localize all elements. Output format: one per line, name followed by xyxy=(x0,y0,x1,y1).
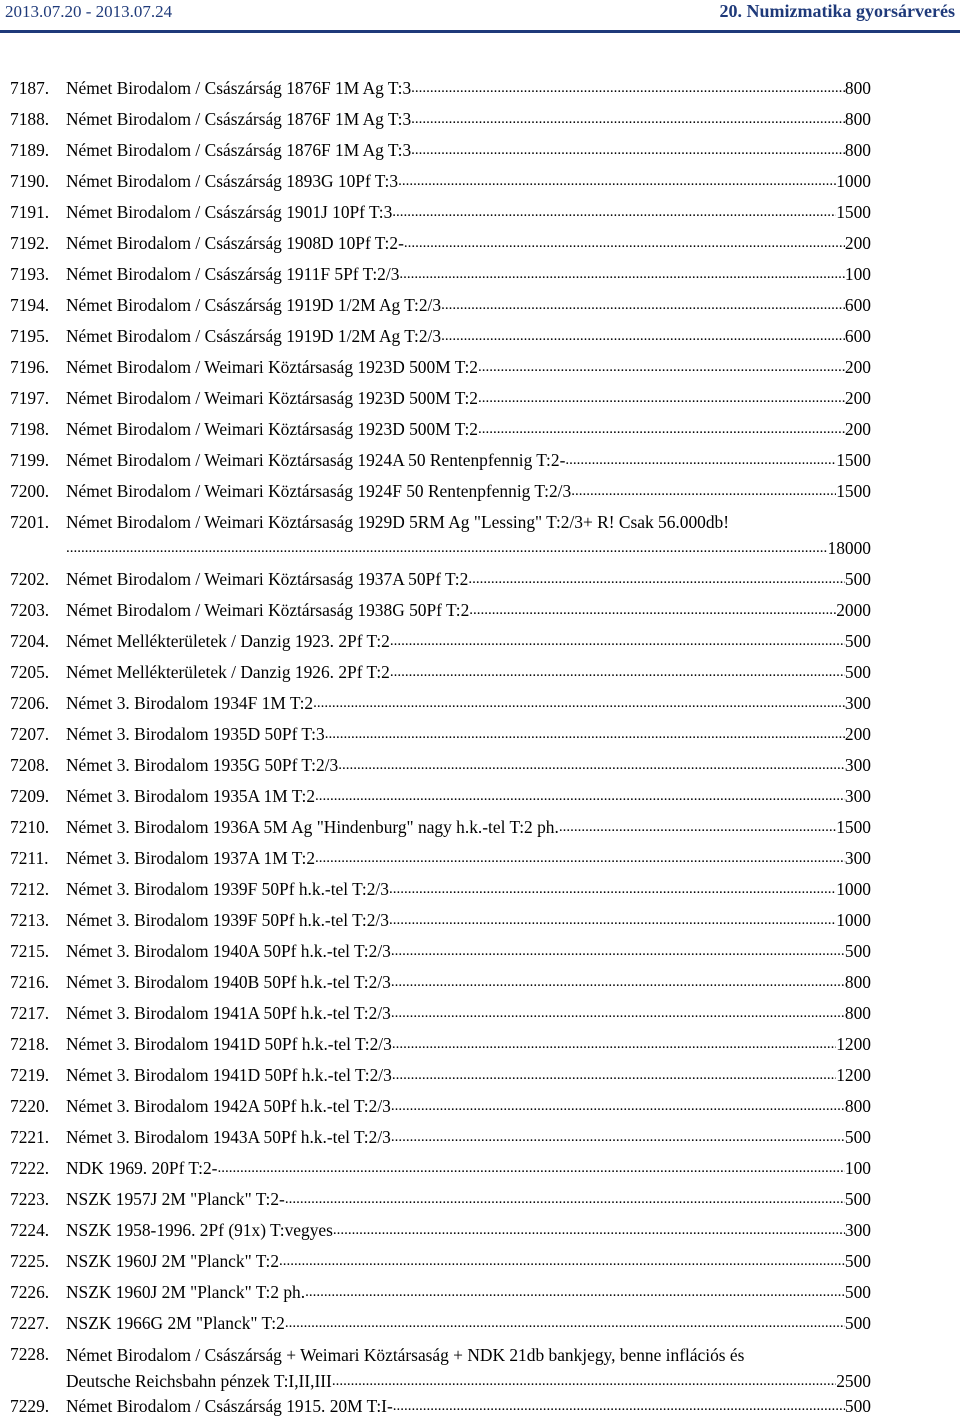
lot-price: 200 xyxy=(844,233,871,253)
lot-price: 500 xyxy=(844,662,871,682)
lot-row xyxy=(0,507,960,564)
lot-row xyxy=(0,688,960,719)
dot-leader xyxy=(478,352,845,383)
lot-row xyxy=(0,750,960,781)
lot-price: 800 xyxy=(844,140,871,160)
lot-description: Német 3. Birodalom 1934F 1M T:2 xyxy=(66,693,314,713)
lot-number: 7220. xyxy=(10,1096,50,1116)
lot-description: NSZK 1960J 2M "Planck" T:2 xyxy=(66,1251,280,1271)
lot-number: 7193. xyxy=(10,264,50,284)
lot-price: 800 xyxy=(844,78,871,98)
lot-description: Német Birodalom / Weimari Köztársaság 1924A 50 Rentenpfennig T:2- xyxy=(66,450,566,470)
lot-number: 7208. xyxy=(10,755,50,775)
lot-number: 7219. xyxy=(10,1065,50,1085)
lot-description: NSZK 1957J 2M "Planck" T:2- xyxy=(66,1189,285,1209)
dot-leader xyxy=(478,414,845,445)
lot-number: 7225. xyxy=(10,1251,50,1271)
lot-description: Német Mellékterületek / Danzig 1926. 2Pf T:2 xyxy=(66,662,390,682)
dot-leader xyxy=(393,1391,845,1422)
lot-number: 7202. xyxy=(10,569,50,589)
lot-price: 800 xyxy=(844,109,871,129)
lot-number: 7224. xyxy=(10,1220,50,1240)
lot-row xyxy=(0,476,960,507)
lot-description: Deutsche Reichsbahn pénzek T:I,II,III xyxy=(66,1371,332,1391)
dot-leader xyxy=(399,259,845,290)
dot-leader xyxy=(389,874,836,905)
lot-price: 800 xyxy=(844,1096,871,1116)
lot-row xyxy=(0,135,960,166)
lot-number: 7195. xyxy=(10,326,50,346)
lot-description: Német 3. Birodalom 1941D 50Pf h.k.-tel T:2/3 xyxy=(66,1034,392,1054)
lot-description: Német Birodalom / Császárság 1901J 10Pf T:3 xyxy=(66,202,393,222)
lot-price: 500 xyxy=(844,569,871,589)
lot-row xyxy=(0,936,960,967)
lot-row xyxy=(0,1153,960,1184)
lot-number: 7210. xyxy=(10,817,50,837)
lot-description: Német 3. Birodalom 1935D 50Pf T:3 xyxy=(66,724,325,744)
lot-description: Német Birodalom / Császárság 1876F 1M Ag T:3 xyxy=(66,78,412,98)
lot-row xyxy=(0,564,960,595)
dot-leader xyxy=(325,719,845,750)
dot-leader xyxy=(66,533,828,564)
lot-number: 7194. xyxy=(10,295,50,315)
lot-list xyxy=(0,73,960,1422)
lot-description: NSZK 1958-1996. 2Pf (91x) T:vegyes xyxy=(66,1220,333,1240)
lot-row xyxy=(0,1122,960,1153)
lot-price: 500 xyxy=(844,1127,871,1147)
dot-leader xyxy=(469,595,836,626)
dot-leader xyxy=(392,1029,836,1060)
dot-leader xyxy=(391,998,845,1029)
dot-leader xyxy=(285,1184,845,1215)
lot-price: 300 xyxy=(844,693,871,713)
lot-row xyxy=(0,383,960,414)
dot-leader xyxy=(333,1215,845,1246)
lot-description: Német 3. Birodalom 1936A 5M Ag "Hindenburg" nagy h.k.-tel T:2 ph. xyxy=(66,817,559,837)
lot-description: Német 3. Birodalom 1940B 50Pf h.k.-tel T:2/3 xyxy=(66,972,391,992)
lot-price: 300 xyxy=(844,786,871,806)
lot-description: Német 3. Birodalom 1941A 50Pf h.k.-tel T:2/3 xyxy=(66,1003,391,1023)
dot-leader xyxy=(390,626,845,657)
lot-number: 7201. xyxy=(10,512,50,532)
lot-row xyxy=(0,1184,960,1215)
lot-description: Német Mellékterületek / Danzig 1923. 2Pf T:2 xyxy=(66,631,390,651)
lot-number: 7198. xyxy=(10,419,50,439)
lot-description: Német 3. Birodalom 1941D 50Pf h.k.-tel T:2/3 xyxy=(66,1065,392,1085)
lot-price: 300 xyxy=(844,755,871,775)
lot-description: Német 3. Birodalom 1935G 50Pf T:2/3 xyxy=(66,755,339,775)
lot-row xyxy=(0,781,960,812)
dot-leader xyxy=(305,1277,845,1308)
lot-number: 7191. xyxy=(10,202,50,222)
lot-description: Német Birodalom / Weimari Köztársaság 1923D 500M T:2 xyxy=(66,357,478,377)
lot-description: Német Birodalom / Császárság 1919D 1/2M Ag T:2/3 xyxy=(66,295,442,315)
lot-number: 7213. xyxy=(10,910,50,930)
lot-price: 18000 xyxy=(827,538,871,558)
lot-number: 7203. xyxy=(10,600,50,620)
lot-price: 1500 xyxy=(836,202,871,222)
lot-number: 7228. xyxy=(10,1344,50,1364)
lot-number: 7190. xyxy=(10,171,50,191)
lot-row xyxy=(0,874,960,905)
lot-number: 7199. xyxy=(10,450,50,470)
lot-row xyxy=(0,1029,960,1060)
lot-price: 500 xyxy=(844,941,871,961)
lot-row xyxy=(0,626,960,657)
dot-leader xyxy=(571,476,836,507)
lot-number: 7200. xyxy=(10,481,50,501)
auction-title: 20. Numizmatika gyorsárverés xyxy=(719,1,955,21)
dot-leader xyxy=(392,197,836,228)
lot-price: 500 xyxy=(844,1313,871,1333)
lot-price: 500 xyxy=(844,1251,871,1271)
dot-leader xyxy=(478,383,845,414)
lot-row xyxy=(0,812,960,843)
dot-leader xyxy=(392,1060,836,1091)
dot-leader xyxy=(338,750,845,781)
lot-description: Német Birodalom / Császárság 1876F 1M Ag T:3 xyxy=(66,109,412,129)
dot-leader xyxy=(404,228,845,259)
lot-number: 7226. xyxy=(10,1282,50,1302)
lot-description: Német Birodalom / Császárság 1919D 1/2M Ag T:2/3 xyxy=(66,326,442,346)
lot-number: 7192. xyxy=(10,233,50,253)
lot-description: Német Birodalom / Weimari Köztársaság 1937A 50Pf T:2 xyxy=(66,569,469,589)
lot-row xyxy=(0,967,960,998)
lot-row xyxy=(0,352,960,383)
lot-number: 7204. xyxy=(10,631,50,651)
lot-price: 1500 xyxy=(836,450,871,470)
lot-row xyxy=(0,843,960,874)
dot-leader xyxy=(391,1091,845,1122)
lot-price: 1200 xyxy=(836,1034,871,1054)
lot-number: 7206. xyxy=(10,693,50,713)
lot-price: 1000 xyxy=(836,879,871,899)
lot-price: 500 xyxy=(844,631,871,651)
lot-description: Német 3. Birodalom 1943A 50Pf h.k.-tel T:2/3 xyxy=(66,1127,391,1147)
lot-number: 7211. xyxy=(10,848,49,868)
dot-leader xyxy=(468,564,845,595)
lot-number: 7222. xyxy=(10,1158,50,1178)
dot-leader xyxy=(565,445,836,476)
lot-description: Német Birodalom / Weimari Köztársaság 1923D 500M T:2 xyxy=(66,419,478,439)
lot-description: Német 3. Birodalom 1937A 1M T:2 xyxy=(66,848,316,868)
lot-row xyxy=(0,166,960,197)
auction-dates: 2013.07.20 - 2013.07.24 xyxy=(5,2,173,21)
lot-price: 200 xyxy=(844,724,871,744)
lot-price: 200 xyxy=(844,419,871,439)
lot-description: Német Birodalom / Császárság 1911F 5Pf T:2/3 xyxy=(66,264,400,284)
lot-price: 300 xyxy=(844,1220,871,1240)
dot-leader xyxy=(411,73,845,104)
lot-price: 500 xyxy=(844,1189,871,1209)
lot-number: 7205. xyxy=(10,662,50,682)
lot-price: 500 xyxy=(844,1396,871,1416)
lot-number: 7187. xyxy=(10,78,50,98)
lot-price: 1500 xyxy=(836,817,871,837)
page-header xyxy=(0,0,960,33)
dot-leader xyxy=(559,812,836,843)
dot-leader xyxy=(391,967,845,998)
lot-description: Német 3. Birodalom 1942A 50Pf h.k.-tel T:2/3 xyxy=(66,1096,391,1116)
lot-description: NSZK 1960J 2M "Planck" T:2 ph. xyxy=(66,1282,306,1302)
lot-row xyxy=(0,259,960,290)
lot-price: 800 xyxy=(844,972,871,992)
lot-price: 600 xyxy=(844,295,871,315)
lot-row xyxy=(0,73,960,104)
lot-price: 100 xyxy=(844,264,871,284)
lot-price: 1500 xyxy=(836,481,871,501)
dot-leader xyxy=(391,936,845,967)
lot-row xyxy=(0,1060,960,1091)
lot-row xyxy=(0,228,960,259)
lot-row xyxy=(0,719,960,750)
lot-row xyxy=(0,414,960,445)
lot-row xyxy=(0,104,960,135)
lot-description: Német Birodalom / Weimari Köztársaság 1924F 50 Rentenpfennig T:2/3 xyxy=(66,481,572,501)
dot-leader xyxy=(389,905,836,936)
dot-leader xyxy=(217,1153,844,1184)
lot-price: 600 xyxy=(844,326,871,346)
lot-price: 2000 xyxy=(836,600,871,620)
lot-number: 7189. xyxy=(10,140,50,160)
dot-leader xyxy=(398,166,836,197)
lot-row xyxy=(0,1215,960,1246)
lot-row xyxy=(0,595,960,626)
lot-description: Német 3. Birodalom 1939F 50Pf h.k.-tel T:2/3 xyxy=(66,910,389,930)
lot-row xyxy=(0,321,960,352)
lot-price: 200 xyxy=(844,357,871,377)
lot-price: 500 xyxy=(844,1282,871,1302)
lot-price: 100 xyxy=(844,1158,871,1178)
dot-leader xyxy=(315,843,845,874)
lot-description: Német Birodalom / Császárság 1893G 10Pf T:3 xyxy=(66,171,399,191)
dot-leader xyxy=(391,1122,845,1153)
lot-description: NDK 1969. 20Pf T:2- xyxy=(66,1158,218,1178)
dot-leader xyxy=(279,1246,845,1277)
lot-row xyxy=(0,1308,960,1339)
lot-number: 7217. xyxy=(10,1003,50,1023)
dot-leader xyxy=(411,104,845,135)
lot-description: Német Birodalom / Császárság 1876F 1M Ag T:3 xyxy=(66,140,412,160)
lot-description: Német Birodalom / Weimari Köztársaság 1929D 5RM Ag "Lessing" T:2/3+ R! Csak 56.000db! xyxy=(66,512,730,532)
lot-price: 200 xyxy=(844,388,871,408)
lot-price: 2500 xyxy=(836,1371,871,1391)
lot-price: 1200 xyxy=(836,1065,871,1085)
lot-number: 7221. xyxy=(10,1127,50,1147)
lot-number: 7218. xyxy=(10,1034,50,1054)
lot-number: 7207. xyxy=(10,724,50,744)
dot-leader xyxy=(285,1308,845,1339)
lot-description: Német Birodalom / Császárság 1915. 20M T:I- xyxy=(66,1396,393,1416)
lot-description: Német Birodalom / Császárság 1908D 10Pf T:2- xyxy=(66,233,404,253)
lot-row xyxy=(0,197,960,228)
lot-row xyxy=(0,905,960,936)
dot-leader xyxy=(315,781,845,812)
lot-price: 800 xyxy=(844,1003,871,1023)
lot-description: Német 3. Birodalom 1940A 50Pf h.k.-tel T:2/3 xyxy=(66,941,391,961)
lot-price: 300 xyxy=(844,848,871,868)
dot-leader xyxy=(441,321,845,352)
lot-description: Német Birodalom / Császárság + Weimari Köztársaság + NDK 21db bankjegy, benne inflációs és xyxy=(66,1345,745,1365)
lot-row xyxy=(0,445,960,476)
lot-price: 1000 xyxy=(836,171,871,191)
dot-leader xyxy=(390,657,845,688)
lot-row xyxy=(0,1339,960,1391)
lot-row xyxy=(0,1091,960,1122)
lot-row xyxy=(0,1391,960,1422)
lot-row xyxy=(0,1246,960,1277)
lot-number: 7215. xyxy=(10,941,50,961)
lot-description: NSZK 1966G 2M "Planck" T:2 xyxy=(66,1313,285,1333)
lot-row xyxy=(0,290,960,321)
lot-price: 1000 xyxy=(836,910,871,930)
lot-row xyxy=(0,998,960,1029)
lot-description: Német 3. Birodalom 1939F 50Pf h.k.-tel T:2/3 xyxy=(66,879,389,899)
dot-leader xyxy=(313,688,845,719)
lot-description: Német Birodalom / Weimari Köztársaság 1938G 50Pf T:2 xyxy=(66,600,470,620)
lot-number: 7227. xyxy=(10,1313,50,1333)
lot-description: Német 3. Birodalom 1935A 1M T:2 xyxy=(66,786,316,806)
lot-number: 7229. xyxy=(10,1396,50,1416)
lot-description: Német Birodalom / Weimari Köztársaság 1923D 500M T:2 xyxy=(66,388,478,408)
dot-leader xyxy=(411,135,845,166)
lot-number: 7188. xyxy=(10,109,50,129)
lot-number: 7212. xyxy=(10,879,50,899)
lot-row xyxy=(0,657,960,688)
lot-number: 7216. xyxy=(10,972,50,992)
dot-leader xyxy=(441,290,845,321)
lot-number: 7209. xyxy=(10,786,50,806)
lot-number: 7223. xyxy=(10,1189,50,1209)
lot-row xyxy=(0,1277,960,1308)
lot-number: 7197. xyxy=(10,388,50,408)
lot-number: 7196. xyxy=(10,357,50,377)
